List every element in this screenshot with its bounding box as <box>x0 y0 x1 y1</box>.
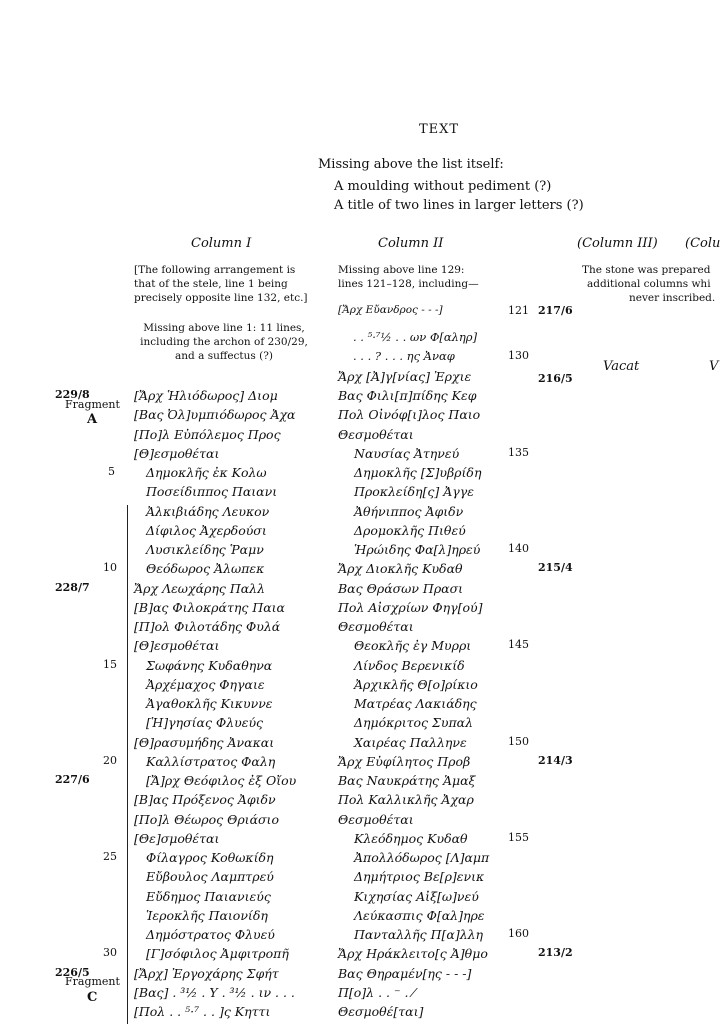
col2-line: Θεσμοθέ[ται] <box>338 1004 424 1019</box>
col2-line: Π[ο]λ . . ⁻ . ⁄ <box>338 984 415 1000</box>
col2-line: Πανταλλῆς Π[α]λλη <box>354 927 484 942</box>
col2-line: Ἄρχ Ηράκλειτο[ς Ἀ]θμο <box>338 946 488 962</box>
col2-line-number: 150 <box>508 734 529 748</box>
col2-line: Ἄρχ [Ἀ]γ[νίας] Ἐρχιε <box>338 368 472 384</box>
margin-label: 229/8 <box>55 388 90 401</box>
col2-line: Ἄρχ Εὐφίλητος Προβ <box>338 753 471 769</box>
intro-line-2: A moulding without pediment (?) <box>334 179 552 194</box>
col2-line-number: 135 <box>508 445 529 459</box>
margin-label: 228/7 <box>55 580 90 594</box>
col1-line: Θεόδωρος Ἀλωπεκ <box>146 561 265 577</box>
column-2-heading: Column II <box>378 236 444 251</box>
col2-line-number: 155 <box>508 830 529 844</box>
col2-missing-note: Missing above line 129: lines 121–128, including— <box>338 264 479 290</box>
col1-line: [Πο]λ Θέωρος Θριάσιο <box>134 811 279 827</box>
col1-arrangement-note: [The following arrangement is that of the stele, line 1 being precisely opposite line 132, etc.] <box>134 264 308 304</box>
col2-line-number: 145 <box>508 638 529 652</box>
col1-line-number: 10 <box>103 561 117 575</box>
col2-line: Ἀθήνιππος Ἀφιδν <box>354 503 464 519</box>
intro-line-1: Missing above the list itself: <box>318 157 504 172</box>
col2-line: Χαιρέας Παλληνε <box>354 734 467 750</box>
margin-label: Fragment <box>65 397 120 411</box>
col2-year: 216/5 <box>538 371 573 385</box>
margin-label: A <box>87 412 98 428</box>
col2-line: Δημόκριτος Συπαλ <box>354 715 474 731</box>
intro-line-3: A title of two lines in larger letters (?) <box>334 198 584 213</box>
col1-line: Δίφιλος Ἀχερδούσι <box>146 522 267 538</box>
col2-line: Βας Θηραμέν[ης - - -] <box>338 965 472 981</box>
col1-missing-note: Missing above line 1: 11 lines, including the archon of 230/29, and a suffectus (?) <box>140 322 308 362</box>
col2-line: Βας Φιλι[π]πίδης Κεφ <box>338 388 477 403</box>
col1-line: [Β]ας Φιλοκράτης Παια <box>134 599 286 615</box>
col1-line: Ἱεροκλῆς Παιονίδη <box>146 907 268 923</box>
col2-line-number: 160 <box>508 927 529 940</box>
column-3-heading: (Column III) <box>577 236 658 251</box>
col2-line: Δημοκλῆς [Σ]υβρίδη <box>354 465 482 480</box>
col2-year: 213/2 <box>538 946 573 960</box>
col1-line: [Θ]εσμοθέται <box>134 445 220 461</box>
col1-line: Δημόστρατος Φλυεύ <box>146 927 275 942</box>
col1-line-number: 20 <box>103 753 117 767</box>
col1-line-number: 15 <box>103 657 117 671</box>
col1-line: Λυσικλείδης Ῥαμν <box>146 542 264 557</box>
margin-label: C <box>87 989 98 1005</box>
col2-line: Λεύκασπις Φ[αλ]ηρε <box>354 907 485 923</box>
col1-line: Εὔδημος Παιανιεύς <box>146 888 271 904</box>
col1-line-number: 25 <box>103 850 117 863</box>
margin-label: 227/6 <box>55 773 90 786</box>
col1-line: [Ἡ]γησίας Φλυεύς <box>146 715 264 731</box>
col2-line: Ναυσίας Ἀτηνεύ <box>354 445 460 461</box>
col1-line: Δημοκλῆς ἐκ Κολω <box>146 465 267 480</box>
col2-line: Βας Ναυκράτης Ἁμαξ <box>338 773 476 788</box>
col1-line: Φίλαγρος Κοθωκίδη <box>146 850 274 865</box>
column-4-heading: (Colu <box>685 236 720 251</box>
col2-line-number: 130 <box>508 349 529 363</box>
col1-line: Ἀρχέμαχος Φηγαιε <box>146 676 265 692</box>
col3-note: The stone was prepared additional columns whi never inscribed. <box>582 264 716 304</box>
col1-partial-line: [Πολ . . ⁵·⁷ . . ]ς Κηττι <box>134 1004 271 1019</box>
col2-line: Δρομοκλῆς Πιθεύ <box>354 522 466 538</box>
col1-line: Ἄρχ Λεωχάρης Παλλ <box>134 580 266 596</box>
col2-line: Πολ Οἰνόφ[ι]λος Παιο <box>338 407 481 423</box>
col1-line: [Β]ας Πρόξενος Ἀφιδν <box>134 792 276 808</box>
col2-year: 214/3 <box>538 753 573 767</box>
col1-line: [Θ]εσμοθέται <box>134 638 220 654</box>
vacat-label-cut: V <box>709 359 719 374</box>
col2-line: Πολ Αἰσχρίων Φηγ[ού] <box>338 599 483 615</box>
col1-line: [Π]ολ Φιλοτάδης Φυλά <box>134 619 281 634</box>
col1-line: [Βας] . ³½ . Υ . ³½ . ιν . . . <box>134 984 295 1000</box>
col2-line: . . ⁵·⁷½ . . ων Φ[αληρ] <box>353 330 478 344</box>
col1-line: [Βας Ὀλ]υμπιόδωρος Ἀχα <box>134 407 296 423</box>
col2-line: Ἡρώιδης Φα[λ]ηρεύ <box>354 542 481 557</box>
page-heading: TEXT <box>419 122 460 137</box>
col1-line: Ἀγαθοκλῆς Κικυννε <box>146 696 273 711</box>
col2-line: Λίνδος Βερενικίδ <box>354 657 465 673</box>
col2-line: Κλεόδημος Κυδαθ <box>354 830 468 846</box>
col1-line: Ποσείδιππος Παιανι <box>146 484 278 500</box>
col2-line: . . . ? . . . ης Ἀναφ <box>353 349 455 364</box>
col2-line: Ματρέας Λακιάδης <box>354 696 477 711</box>
margin-label: 226/5 <box>55 965 90 979</box>
col1-line-number: 5 <box>108 465 115 478</box>
col2-first-line-number: 121 <box>508 304 529 317</box>
col2-line: Ἀρχικλῆς Θ[ο]ρίκιο <box>354 676 478 692</box>
col2-line: Προκλείδη[ς] Ἀγγε <box>354 484 474 500</box>
col1-line: [Ἄρχ] Ἐργοχάρης Σφήτ <box>134 965 279 981</box>
col1-line: Ἀλκιβιάδης Λευκον <box>146 503 270 519</box>
col2-line: Δημήτριος Βε[ρ]ενικ <box>354 869 485 885</box>
col2-line: Ἀπολλόδωρος [Λ]αμπ <box>354 850 490 865</box>
column-divider-line <box>127 505 128 1024</box>
col1-line: [Θ]ρασυμήδης Ἀνακαι <box>134 734 275 750</box>
margin-label: Fragment <box>65 975 120 989</box>
col1-line: Εὔβουλος Λαμπτρεύ <box>146 869 274 885</box>
col1-line: [Ἄ]ρχ Θεόφιλος ἐξ Οἴου <box>146 773 297 788</box>
col2-line: Θεσμοθέται <box>338 619 414 634</box>
col2-line: Θεσμοθέται <box>338 811 414 827</box>
col1-line: [Θε]σμοθέται <box>134 830 220 846</box>
col2-line-number: 140 <box>508 542 529 555</box>
col1-line-number: 30 <box>103 946 117 960</box>
col2-line: Ἄρχ Διοκλῆς Κυδαθ <box>338 561 463 577</box>
col1-line: [Γ]σόφιλος Ἀμφιτροπῆ <box>146 946 289 962</box>
col2-line: Κιχησίας Αἰξ[ω]νεύ <box>354 888 479 904</box>
col2-line: Βας Θράσων Πρασι <box>338 580 464 596</box>
col2-year: 215/4 <box>538 561 573 575</box>
col2-line: Θεοκλῆς ἐγ Μυρρι <box>354 638 472 654</box>
col2-first-year: 217/6 <box>538 304 573 317</box>
column-1-heading: Column I <box>191 236 252 251</box>
col2-line: Πολ Καλλικλῆς Ἀχαρ <box>338 792 474 808</box>
col1-line: [Πο]λ Εὐπόλεμος Προς <box>134 426 281 442</box>
col1-line: Σωφάνης Κυδαθηνα <box>146 657 273 673</box>
col2-first-line: [Ἄρχ Εὔανδρος - - -] <box>338 304 443 316</box>
vacat-label: Vacat <box>603 359 640 374</box>
col2-line: Θεσμοθέται <box>338 426 414 442</box>
col1-line: Καλλίστρατος Φαλη <box>146 753 276 769</box>
col1-line: [Ἄρχ Ἡλιόδωρος] Διομ <box>134 388 278 403</box>
